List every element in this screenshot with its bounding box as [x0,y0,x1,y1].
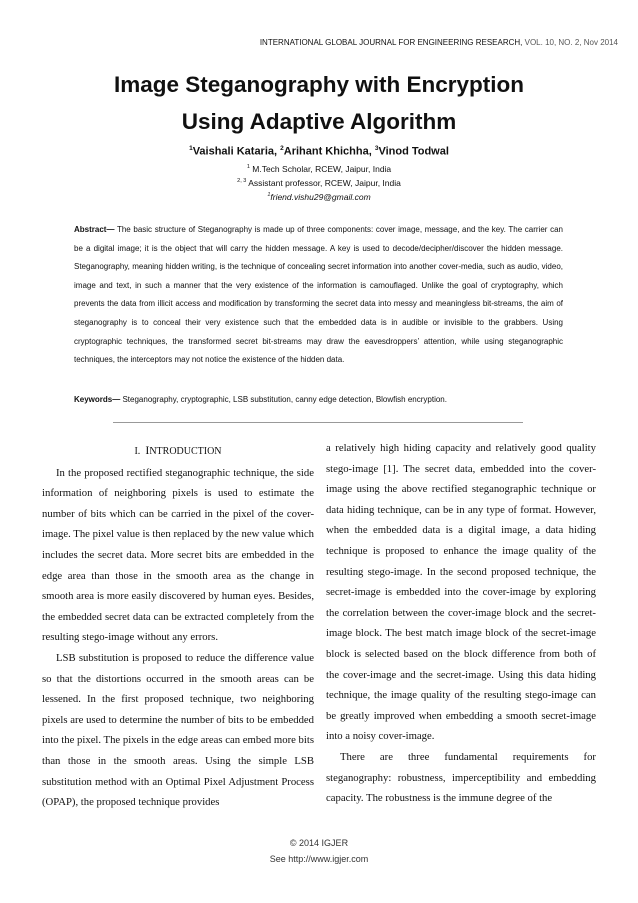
section-heading [42,440,314,463]
affiliation-1-sup: 1 [246,164,250,171]
affiliation-2 [0,178,638,188]
footer-link[interactable]: See http://www.igjer.com [269,854,369,864]
section-number: I. [134,446,141,457]
affiliation-1-text: M.Tech Scholar, RCEW, Jaipur, India [252,164,392,174]
email-sup: 1 [267,192,271,199]
author-3-sup: 3 [374,145,379,152]
running-header [260,38,618,47]
left-paragraph-1: In the proposed rectified steganographic technique, the side information of neighboring pixels is used to estimate the number of bits which can be carried in the pixel of the cover-image. The pixel value is then replaced by the new value which includes the secret data. More secret bits are embedded in the edge area than those in the smooth area as the change in smooth area is more easily discovered by human eyes. Besides, the embedded secret data can be extracted completely from the resulting stego-image without any errors. [42,466,314,644]
author-2-name: Arihant Khichha, [283,145,375,158]
keywords-text: Steganography, cryptographic, LSB substitution, canny edge detection, Blowfish encryption. [122,395,447,404]
title-line-1: Image Steganography with Encryption [113,72,525,97]
affiliation-2-sup: 2, 3 [237,178,247,185]
left-column [42,440,314,813]
author-2-sup: 2 [280,145,284,152]
right-paragraph-2: There are three fundamental requirements for steganography: robustness, imperceptibility and embedding capacity. The robustness is the immune degree of the [326,750,596,805]
affiliation-2-text: Assistant professor, RCEW, Jaipur, India [248,178,401,188]
author-list [0,145,638,158]
author-3-name: Vinod Todwal [378,145,449,158]
journal-issue: VOL. 10, NO. 2, Nov 2014 [524,38,618,47]
section-divider [113,422,523,423]
affiliation-1 [0,164,638,174]
keywords [74,395,563,404]
author-1-name: Vaishali Kataria, [192,145,281,158]
right-column [326,438,596,809]
abstract [74,221,563,370]
left-paragraph-2: LSB substitution is proposed to reduce the difference value so that the distortions occurred in the smooth areas can be lessened. In the first proposed technique, two neighboring pixels are used to determine the number of bits to be embedded into the pixel. The pixels in the edge areas can embed more bits than those in the smooth areas. Using the simple LSB substitution method with an Optimal Pixel Adjustment Process (OPAP), the proposed technique provides [42,651,314,809]
section-title-initial: I [145,443,150,457]
journal-name: INTERNATIONAL GLOBAL JOURNAL FOR ENGINEERING RESEARCH, [259,38,523,47]
email-text[interactable]: friend.vishu29@gmail.com [270,192,371,202]
author-1-sup: 1 [189,145,193,152]
keywords-label: Keywords— [74,395,121,404]
footer-copyright: © 2014 IGJER [289,838,349,848]
paper-title [0,66,638,140]
author-email [0,192,638,202]
right-paragraph-1: a relatively high hiding capacity and relatively good quality stego-image [1]. The secret data, embedded into the cover-image using the above rectified steganographic technique or data hiding technique, can be in any type of format. However, when the embedded data is a digital image, a data hiding technique is proposed to enhance the image quality of the resulting stego-image. In the second proposed technique, the secret-image is embedded into the cover-image by exploring the correlation between the cover-image block and the secret-image block. The best match image block of the secret-image block is selected based on the block difference from both of the cover-image and the secret-image. Using this data hiding technique, the image quality of the resulting stego-image can be greatly improved when embedding a smooth secret-image into a noisy cover-image. [326,442,596,743]
section-title-rest: NTRODUCTION [149,446,222,457]
abstract-text: The basic structure of Steganography is made up of three components: cover image, message, and the key. The carrier can be a digital image; it is the object that will carry the hidden message. A key is used to decode/decipher/discover the hidden message. Steganography, meaning hidden writing, is the technique of concealing secret information into another cover-media, such as audio, video, image and text, in such a manner that the very existence of the information is camouflaged. Unlike the goal of cryptography, which prevents the data from illicit access and modification by transforming the secret data into messy and meaningless bit-streams, the aim of steganography is to conceal their very existence such that the embedded data is in audible or invisible to the grabbers. Using cryptographic techniques, the transformed secret bit-streams may draw the eavesdroppers’ attention, while using steganographic techniques, the interceptors may not notice the existence of the hidden data. [74,225,563,365]
title-line-2: Using Adaptive Algorithm [181,109,457,134]
abstract-label: Abstract— [74,225,115,234]
